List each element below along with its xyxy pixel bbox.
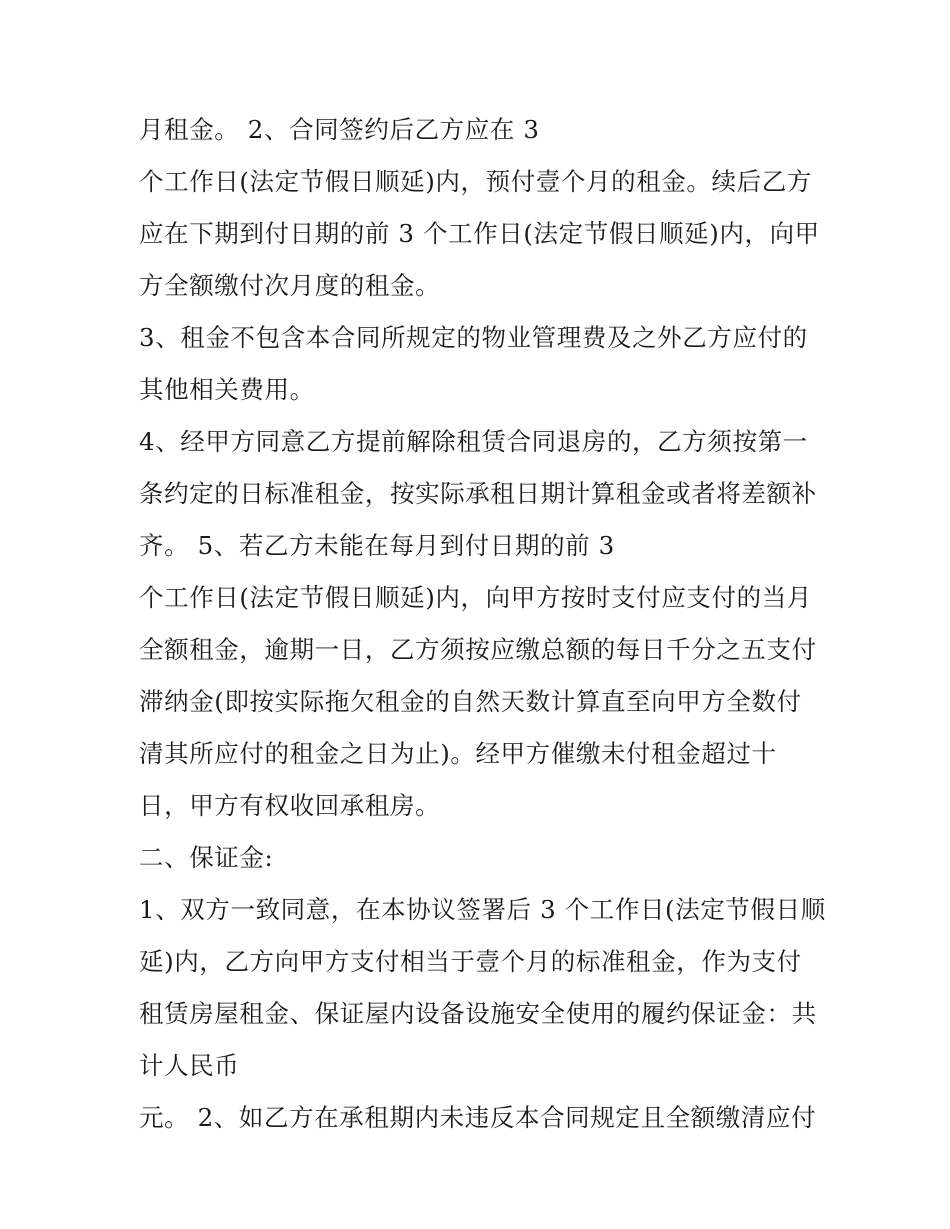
- text-line: 月租金。 2、合同签约后乙方应在 3: [139, 115, 540, 144]
- text-line: 个工作日(法定节假日顺延)内，预付壹个月的租金。续后乙方: [139, 167, 812, 196]
- text-line: 其他相关费用。: [139, 375, 315, 404]
- text-line: 方全额缴付次月度的租金。: [139, 271, 441, 300]
- text-line: 个工作日(法定节假日顺延)内，向甲方按时支付应支付的当月: [139, 583, 812, 612]
- text-line: 延)内，乙方向甲方支付相当于壹个月的标准租金，作为支付: [139, 947, 802, 976]
- text-line: 3、租金不包含本合同所规定的物业管理费及之外乙方应付的: [139, 323, 808, 352]
- text-line: 计人民币: [139, 1051, 240, 1080]
- text-line: 清其所应付的租金之日为止)。经甲方催缴未付租金超过十: [139, 739, 777, 768]
- text-line: 租赁房屋租金、保证屋内设备设施安全使用的履约保证金：共: [139, 999, 817, 1028]
- text-line: 1、双方一致同意，在本协议签署后 3 个工作日(法定节假日顺: [139, 895, 826, 924]
- text-line: 齐。 5、若乙方未能在每月到付日期的前 3: [139, 531, 615, 560]
- section-heading: 二、保证金:: [139, 843, 274, 872]
- text-line: 应在下期到付日期的前 3 个工作日(法定节假日顺延)内，向甲: [139, 219, 820, 248]
- text-line: 元。 2、如乙方在承租期内未违反本合同规定且全额缴清应付: [139, 1103, 817, 1132]
- text-line: 全额租金，逾期一日，乙方须按应缴总额的每日千分之五支付: [139, 635, 817, 664]
- text-line: 4、经甲方同意乙方提前解除租赁合同退房的，乙方须按第一: [139, 427, 808, 456]
- text-line: 条约定的日标准租金，按实际承租日期计算租金或者将差额补: [139, 479, 817, 508]
- text-line: 滞纳金(即按实际拖欠租金的自然天数计算直至向甲方全数付: [139, 687, 802, 716]
- contract-text: [139, 110, 826, 1150]
- text-line: 日，甲方有权收回承租房。: [139, 791, 441, 820]
